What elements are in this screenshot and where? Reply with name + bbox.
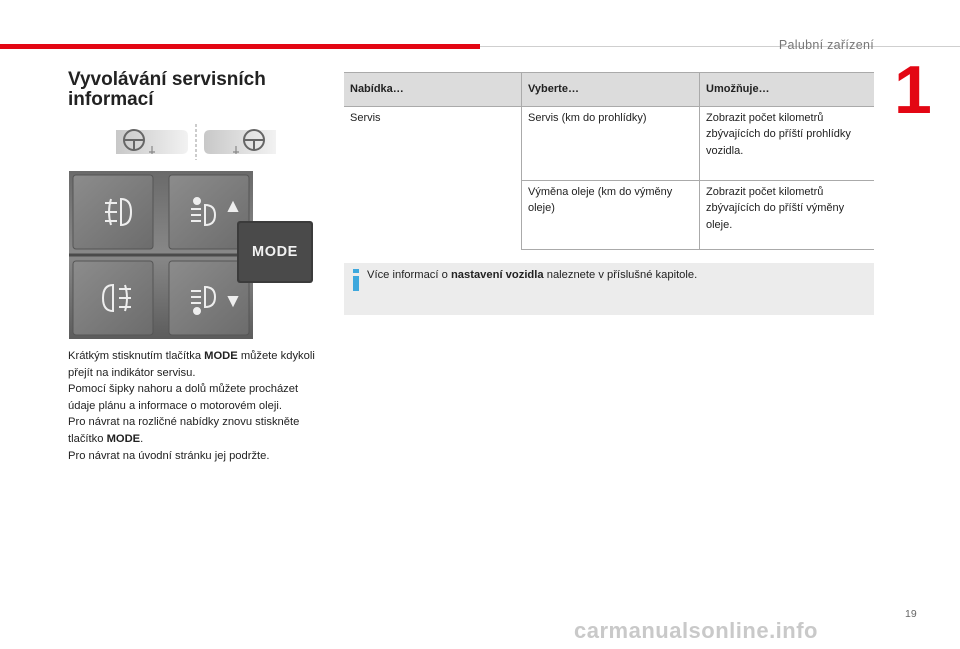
header-select: Vyberte… xyxy=(522,73,700,107)
table-row xyxy=(344,106,874,180)
paragraph-4: Pro návrat na úvodní stránku jej podržte. xyxy=(68,449,270,462)
table-header-row xyxy=(344,73,874,107)
select-cell: Servis (km do prohlídky) xyxy=(522,106,700,180)
allows-cell: Zobrazit počet kilometrů zbývajících do příští výměny oleje. xyxy=(700,180,875,249)
select-cell: Výměna oleje (km do výměny oleje) xyxy=(522,180,700,249)
section-title xyxy=(68,70,318,110)
mode-button-label: MODE xyxy=(252,244,298,260)
paragraph-2: Pomocí šipky nahoru a dolů můžete procházet údaje plánu a informace o motorovém oleji. xyxy=(68,383,299,412)
info-text: Více informací o nastavení vozidla naleznete v příslušné kapitole. xyxy=(367,269,698,281)
allows-cell: Zobrazit počet kilometrů zbývajících do příští prohlídky vozidla. xyxy=(700,106,875,180)
page-number: 19 xyxy=(905,608,917,620)
section-title-line1: Vyvolávání servisních xyxy=(68,69,266,90)
menu-cell: Servis xyxy=(344,106,522,249)
header-menu: Nabídka… xyxy=(344,73,522,107)
menu-table xyxy=(344,72,874,250)
paragraph-3: Pro návrat na rozličné nabídky znovu stiskněte tlačítko MODE. xyxy=(68,416,300,445)
header-allows: Umožňuje… xyxy=(700,73,875,107)
chapter-number: 1 xyxy=(894,52,932,128)
header-divider xyxy=(480,46,960,47)
header-red-bar xyxy=(0,44,480,49)
watermark: carmanualsonline.info xyxy=(574,618,818,643)
button-panel-photo xyxy=(69,171,313,339)
chapter-title: Palubní zařízení xyxy=(778,38,874,52)
section-title-line2: informací xyxy=(68,89,154,110)
body-text xyxy=(68,348,328,464)
steering-wheel-diagram xyxy=(112,124,280,160)
info-icon xyxy=(350,269,362,291)
paragraph-1: Krátkým stisknutím tlačítka MODE můžete kdykoli přejít na indikátor servisu. xyxy=(68,350,315,379)
